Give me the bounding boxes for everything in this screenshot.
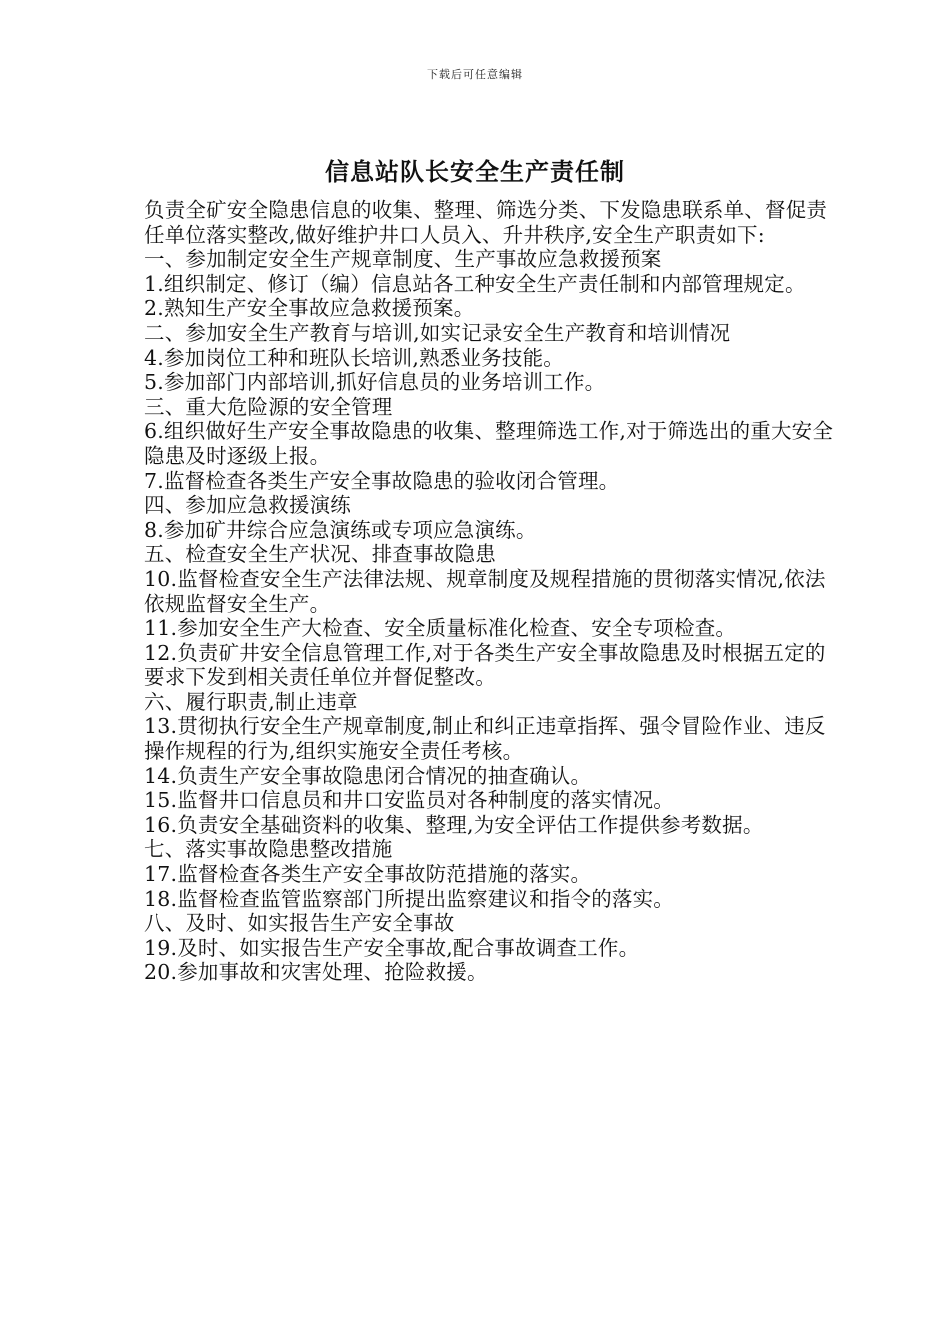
document-title: 信息站队长安全生产责任制 bbox=[325, 158, 625, 186]
list-item-20: 20.参加事故和灾害处理、抢险救援。 bbox=[144, 960, 488, 985]
list-item-1: 1.组织制定、修订（编）信息站各工种安全生产责任制和内部管理规定。 bbox=[144, 271, 806, 296]
list-item-13: 13.贯彻执行安全生产规章制度,制止和纠正违章指挥、强令冒险作业、违反操作规程的行为,组织实施安全责任考核。 bbox=[144, 714, 826, 764]
intro-paragraph: 负责全矿安全隐患信息的收集、整理、筛选分类、下发隐患联系单、督促责任单位落实整改,做好维护井口人员入、升井秩序,安全生产职责如下: bbox=[144, 198, 828, 247]
section-heading-2: 二、参加安全生产教育与培训,如实记录安全生产教育和培训情况 bbox=[144, 320, 731, 345]
list-item-7: 7.监督检查各类生产安全事故隐患的验收闭合管理。 bbox=[144, 468, 620, 493]
section-heading-7: 七、落实事故隐患整改措施 bbox=[144, 837, 393, 862]
list-item-15: 15.监督井口信息员和井口安监员对各种制度的落实情况。 bbox=[144, 788, 675, 813]
list-item-11: 11.参加安全生产大检查、安全质量标准化检查、安全专项检查。 bbox=[144, 616, 737, 641]
list-item-10: 10.监督检查安全生产法律法规、规章制度及规程措施的贯彻落实情况,依法依规监督安全生产。 bbox=[144, 566, 826, 616]
section-heading-3: 三、重大危险源的安全管理 bbox=[144, 394, 393, 419]
section-heading-1: 一、参加制定安全生产规章制度、生产事故应急救援预案 bbox=[144, 247, 662, 272]
list-item-5: 5.参加部门内部培训,抓好信息员的业务培训工作。 bbox=[144, 370, 606, 395]
list-item-18: 18.监督检查监管监察部门所提出监察建议和指令的落实。 bbox=[144, 886, 675, 911]
list-item-16: 16.负责安全基础资料的收集、整理,为安全评估工作提供参考数据。 bbox=[144, 812, 764, 837]
header-note: 下载后可任意编辑 bbox=[427, 68, 523, 81]
list-item-19: 19.及时、如实报告生产安全事故,配合事故调查工作。 bbox=[144, 935, 640, 960]
list-item-2: 2.熟知生产安全事故应急救援预案。 bbox=[144, 296, 475, 321]
list-item-17: 17.监督检查各类生产安全事故防范措施的落实。 bbox=[144, 862, 592, 887]
list-item-4: 4.参加岗位工种和班队长培训,熟悉业务技能。 bbox=[144, 345, 564, 370]
section-heading-5: 五、检查安全生产状况、排查事故隐患 bbox=[144, 542, 496, 567]
section-heading-8: 八、及时、如实报告生产安全事故 bbox=[144, 911, 455, 936]
section-heading-4: 四、参加应急救援演练 bbox=[144, 493, 351, 518]
section-heading-6: 六、履行职责,制止违章 bbox=[144, 689, 358, 714]
list-item-8: 8.参加矿井综合应急演练或专项应急演练。 bbox=[144, 517, 537, 542]
list-item-12: 12.负责矿井安全信息管理工作,对于各类生产安全事故隐患及时根据五定的要求下发到相关责任单位并督促整改。 bbox=[144, 640, 826, 690]
list-item-14: 14.负责生产安全事故隐患闭合情况的抽查确认。 bbox=[144, 763, 592, 788]
list-item-6: 6.组织做好生产安全事故隐患的收集、整理筛选工作,对于筛选出的重大安全隐患及时逐级上报。 bbox=[144, 419, 834, 468]
document-body bbox=[144, 198, 834, 985]
